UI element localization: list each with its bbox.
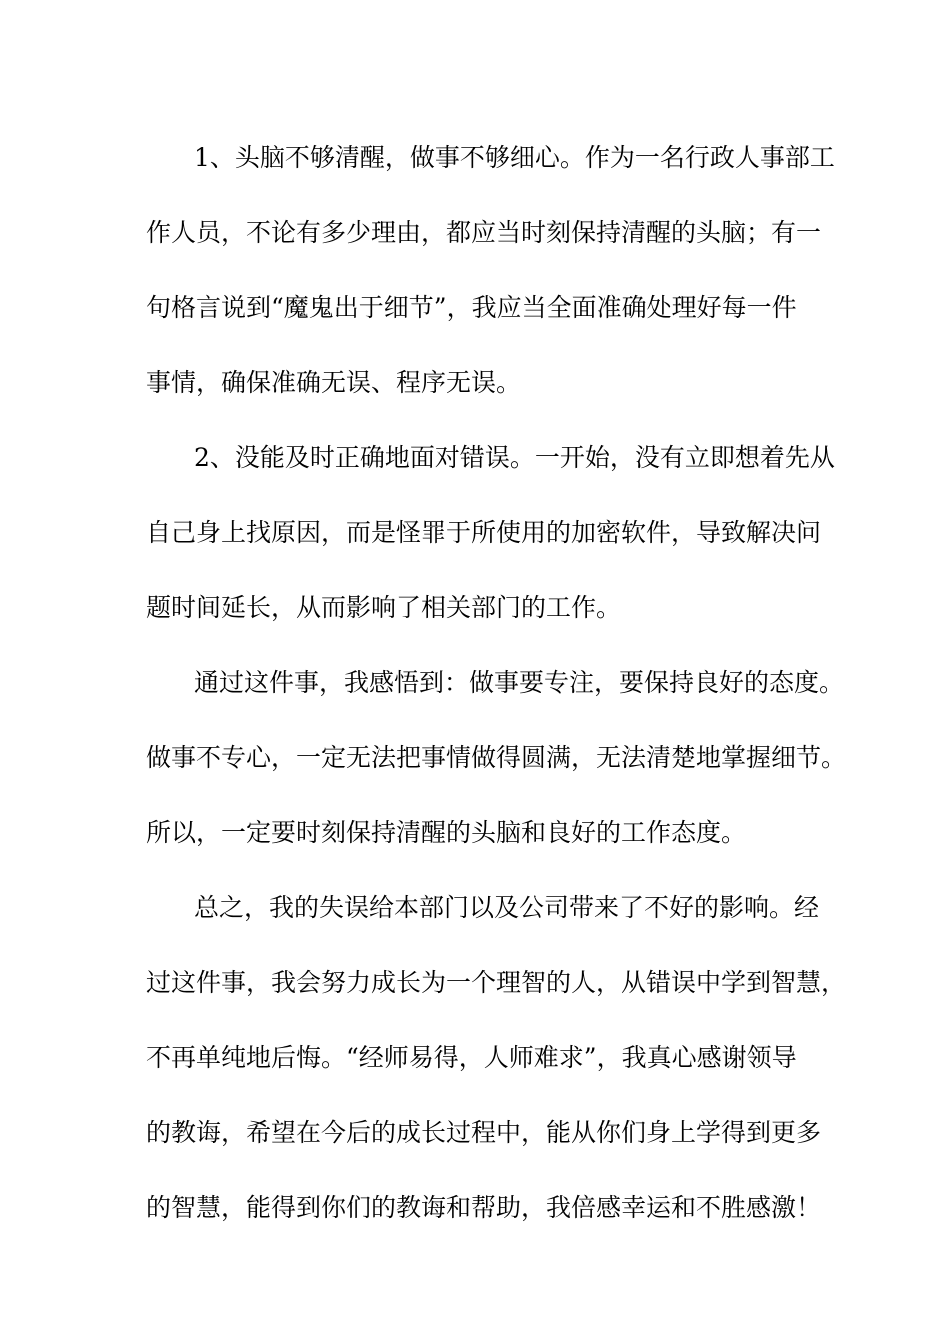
paragraph-3-line-1: 通过这件事，我感悟到：做事要专注，要保持良好的态度。 xyxy=(194,668,845,697)
paragraph-2-line-1: 2、没能及时正确地面对错误。一开始，没有立即想着先从 xyxy=(194,443,835,472)
document-body xyxy=(146,120,847,1245)
paragraph-1-line-2: 作人员，不论有多少理由，都应当时刻保持清醒的头脑；有一 xyxy=(146,218,822,247)
paragraph-1-line-1: 1、头脑不够清醒，做事不够细心。作为一名行政人事部工 xyxy=(194,143,835,172)
paragraph-4-line-2: 过这件事，我会努力成长为一个理智的人，从错误中学到智慧， xyxy=(146,968,847,997)
paragraph-2-line-3: 题时间延长，从而影响了相关部门的工作。 xyxy=(146,593,622,622)
paragraph-4-line-3: 不再单纯地后悔。“经师易得，人师难求”，我真心感谢领导 xyxy=(146,1043,797,1072)
paragraph-4-line-5: 的智慧，能得到你们的教诲和帮助，我倍感幸运和不胜感激！ xyxy=(146,1193,822,1222)
paragraph-2-line-2: 自己身上找原因，而是怪罪于所使用的加密软件，导致解决问 xyxy=(146,518,822,547)
paragraph-1-line-3: 句格言说到“魔鬼出于细节”，我应当全面准确处理好每一件 xyxy=(146,293,797,322)
paragraph-3-line-2: 做事不专心，一定无法把事情做得圆满，无法清楚地掌握细节。 xyxy=(146,743,847,772)
paragraph-4-line-1: 总之，我的失误给本部门以及公司带来了不好的影响。经 xyxy=(194,893,820,922)
paragraph-3-line-3: 所以，一定要时刻保持清醒的头脑和良好的工作态度。 xyxy=(146,818,747,847)
paragraph-4-line-4: 的教诲，希望在今后的成长过程中，能从你们身上学得到更多 xyxy=(146,1118,822,1147)
paragraph-1-line-4: 事情，确保准确无误、程序无误。 xyxy=(146,368,522,397)
